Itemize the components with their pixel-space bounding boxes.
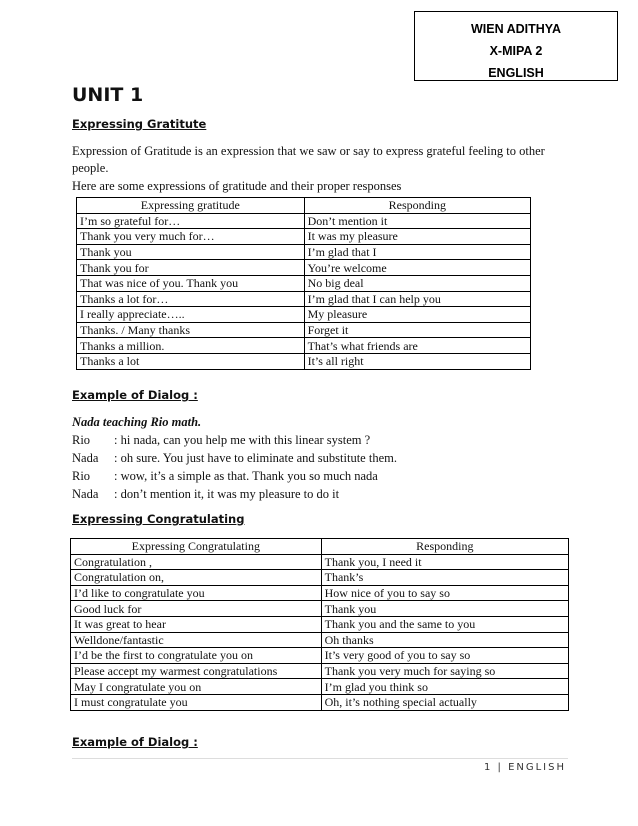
dialog-speaker: Nada bbox=[72, 451, 99, 465]
table-cell: I really appreciate….. bbox=[77, 307, 305, 323]
dialog-speaker: Rio bbox=[72, 469, 91, 483]
table-row bbox=[71, 648, 569, 664]
table-cell: How nice of you to say so bbox=[321, 585, 568, 601]
student-name-box bbox=[414, 11, 618, 81]
dialog-example bbox=[72, 413, 397, 503]
footer-label: ENGLISH bbox=[508, 762, 566, 773]
table-cell: Thanks. / Many thanks bbox=[77, 322, 305, 338]
dialog-speaker: Rio bbox=[72, 433, 91, 447]
table-cell: Congratulation , bbox=[71, 554, 322, 570]
table-cell: Thanks a million. bbox=[77, 338, 305, 354]
table-cell: Oh thanks bbox=[321, 632, 568, 648]
table-row bbox=[77, 275, 531, 291]
footer-divider bbox=[72, 758, 568, 759]
table-cell: Don’t mention it bbox=[304, 213, 530, 229]
dialog-heading: Example of Dialog : bbox=[72, 388, 198, 402]
table-cell: Thank’s bbox=[321, 570, 568, 586]
table-cell: It was my pleasure bbox=[304, 229, 530, 245]
dialog-heading-2: Example of Dialog : bbox=[72, 735, 198, 749]
footer-separator: | bbox=[497, 762, 503, 773]
table-cell: It was great to hear bbox=[71, 616, 322, 632]
table-cell: I’m so grateful for… bbox=[77, 213, 305, 229]
table-row bbox=[77, 229, 531, 245]
table-row bbox=[71, 616, 569, 632]
table-cell: My pleasure bbox=[304, 307, 530, 323]
table-cell: Thank you bbox=[77, 244, 305, 260]
table-cell: Thanks a lot bbox=[77, 353, 305, 369]
dialog-line bbox=[72, 449, 397, 467]
table-row bbox=[71, 632, 569, 648]
student-class: X-MIPA 2 bbox=[489, 44, 543, 58]
gratitude-definition: Expression of Gratitude is an expression that we saw or say to express grateful feeling to other people. bbox=[72, 144, 545, 175]
table-cell: That’s what friends are bbox=[304, 338, 530, 354]
subject-name: ENGLISH bbox=[488, 66, 544, 80]
dialog-text: : don’t mention it, it was my pleasure to do it bbox=[114, 487, 340, 501]
table-row bbox=[71, 694, 569, 710]
table-cell: I’m glad you think so bbox=[321, 679, 568, 695]
table-cell: Thank you very much for… bbox=[77, 229, 305, 245]
table-cell: Thank you and the same to you bbox=[321, 616, 568, 632]
table-cell: Please accept my warmest congratulations bbox=[71, 663, 322, 679]
table-row bbox=[71, 679, 569, 695]
table-cell: It’s very good of you to say so bbox=[321, 648, 568, 664]
dialog-line bbox=[72, 431, 397, 449]
dialog-line bbox=[72, 485, 397, 503]
table-cell: Good luck for bbox=[71, 601, 322, 617]
table-row bbox=[71, 601, 569, 617]
table-cell: May I congratulate you on bbox=[71, 679, 322, 695]
table-header: Responding bbox=[321, 539, 568, 555]
table-header: Responding bbox=[304, 198, 530, 214]
table-header-row bbox=[71, 539, 569, 555]
dialog-speaker: Nada bbox=[72, 487, 99, 501]
table-cell: You’re welcome bbox=[304, 260, 530, 276]
gratitude-heading: Expressing Gratitute bbox=[72, 117, 207, 131]
table-row bbox=[77, 213, 531, 229]
table-row bbox=[71, 554, 569, 570]
dialog-text: : hi nada, can you help me with this linear system ? bbox=[114, 433, 371, 447]
table-row bbox=[77, 353, 531, 369]
table-cell: Thank you bbox=[321, 601, 568, 617]
dialog-text: : oh sure. You just have to eliminate and substitute them. bbox=[114, 451, 397, 465]
table-row bbox=[71, 663, 569, 679]
table-header: Expressing Congratulating bbox=[71, 539, 322, 555]
gratitude-table bbox=[76, 197, 531, 370]
student-name: WIEN ADITHYA bbox=[470, 22, 562, 36]
table-cell: I’m glad that I can help you bbox=[304, 291, 530, 307]
table-cell: I must congratulate you bbox=[71, 694, 322, 710]
table-row bbox=[77, 338, 531, 354]
table-cell: I’d be the first to congratulate you on bbox=[71, 648, 322, 664]
table-cell: It’s all right bbox=[304, 353, 530, 369]
table-row bbox=[77, 244, 531, 260]
gratitude-intro: Here are some expressions of gratitude and their proper responses bbox=[72, 179, 402, 193]
table-row bbox=[77, 291, 531, 307]
page-footer bbox=[484, 762, 566, 773]
table-cell: Thank you very much for saying so bbox=[321, 663, 568, 679]
dialog-text: : wow, it’s a simple as that. Thank you so much nada bbox=[114, 469, 378, 483]
table-cell: Welldone/fantastic bbox=[71, 632, 322, 648]
congratulating-table bbox=[70, 538, 569, 711]
table-cell: I’m glad that I bbox=[304, 244, 530, 260]
table-cell: I’d like to congratulate you bbox=[71, 585, 322, 601]
table-cell: Thank you for bbox=[77, 260, 305, 276]
table-row bbox=[77, 307, 531, 323]
table-cell: That was nice of you. Thank you bbox=[77, 275, 305, 291]
table-row bbox=[77, 322, 531, 338]
table-row bbox=[71, 570, 569, 586]
congratulating-heading: Expressing Congratulating bbox=[72, 512, 245, 526]
table-cell: Thanks a lot for… bbox=[77, 291, 305, 307]
table-row bbox=[77, 260, 531, 276]
table-row bbox=[71, 585, 569, 601]
table-header: Expressing gratitude bbox=[77, 198, 305, 214]
dialog-line bbox=[72, 467, 397, 485]
table-header-row bbox=[77, 198, 531, 214]
table-cell: Forget it bbox=[304, 322, 530, 338]
unit-title: UNIT 1 bbox=[72, 84, 144, 106]
table-cell: Thank you, I need it bbox=[321, 554, 568, 570]
table-cell: No big deal bbox=[304, 275, 530, 291]
table-cell: Oh, it’s nothing special actually bbox=[321, 694, 568, 710]
table-cell: Congratulation on, bbox=[71, 570, 322, 586]
dialog-title: Nada teaching Rio math. bbox=[72, 415, 202, 429]
page-number: 1 bbox=[483, 762, 493, 773]
